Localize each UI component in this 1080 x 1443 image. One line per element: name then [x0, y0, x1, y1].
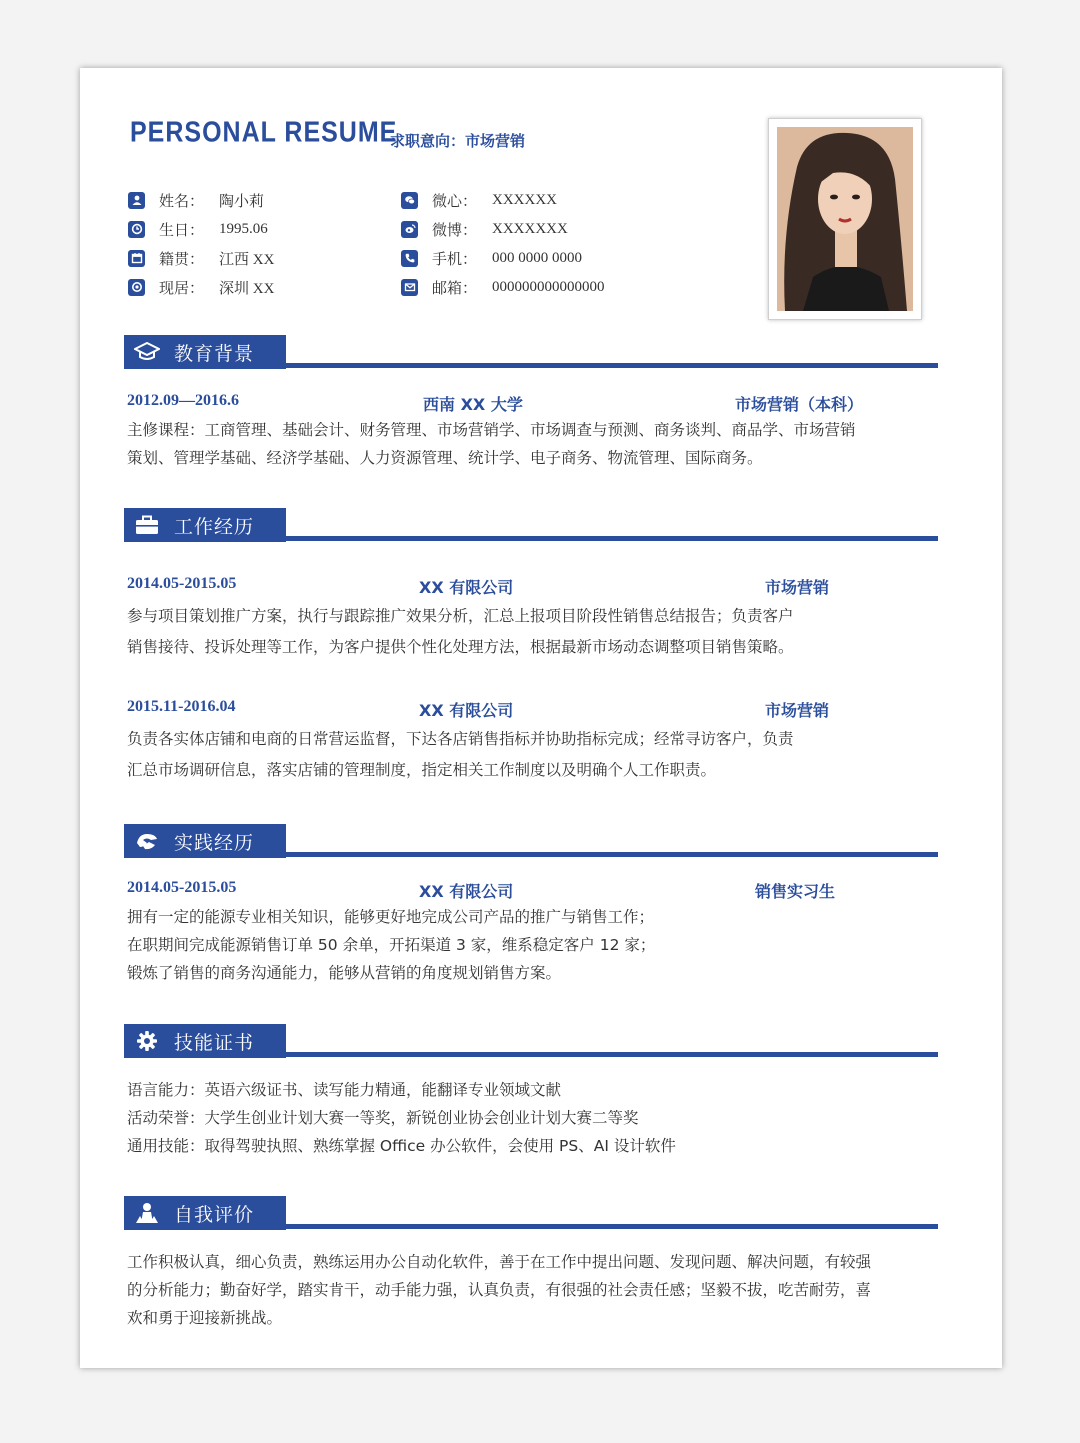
practice-description: 拥有一定的能源专业相关知识，能够更好地完成公司产品的推广与销售工作； 在职期间完成能源销售订单 50 余单，开拓渠道 3 家，维系稳定客户 12 家； 锻炼了销售的商务沟通能力，能够从营销的角度规划销售方案。 — [127, 908, 656, 982]
work-2-date: 2015.11-2016.04 — [127, 698, 236, 715]
info-name: 姓名： 陶小莉 — [128, 188, 264, 212]
education-school: 西南 XX 大学 — [423, 395, 523, 414]
practice-role: 销售实习生 — [755, 882, 836, 901]
wechat-icon — [401, 192, 418, 209]
education-major: 市场营销（本科） — [735, 395, 864, 414]
gear-icon — [134, 1030, 160, 1052]
section-practice-header — [124, 824, 938, 858]
section-title: 技能证书 — [174, 1031, 255, 1054]
education-entry-header — [127, 392, 927, 416]
section-skills-header — [124, 1024, 938, 1058]
info-phone: 手机： 000 0000 0000 — [401, 246, 582, 270]
phone-icon — [401, 250, 418, 267]
info-wechat: 微心： XXXXXX — [401, 188, 557, 212]
info-birthday: 生日： 1995.06 — [128, 217, 268, 241]
work-1-role: 市场营销 — [765, 578, 830, 597]
info-hometown: 籍贯： 江西 XX — [128, 246, 274, 270]
profile-photo-frame — [768, 118, 922, 320]
work-2-role: 市场营销 — [765, 701, 830, 720]
education-date: 2012.09—2016.6 — [127, 392, 239, 409]
user-icon — [128, 192, 145, 209]
section-education-header — [124, 335, 938, 369]
section-self-header — [124, 1196, 938, 1230]
graduation-cap-icon — [134, 341, 160, 363]
handshake-icon — [134, 830, 160, 852]
calendar-icon — [128, 250, 145, 267]
work-entry-2-header — [127, 698, 927, 722]
resume-title: PERSONAL RESUME — [130, 116, 398, 149]
practice-company: XX 有限公司 — [419, 882, 514, 901]
person-icon — [134, 1202, 160, 1224]
work-1-date: 2014.05-2015.05 — [127, 575, 237, 592]
section-title: 教育背景 — [174, 342, 255, 365]
work-1-description: 参与项目策划推广方案，执行与跟踪推广效果分析，汇总上报项目阶段性销售总结报告；负责客户 销售接待、投诉处理等工作，为客户提供个性化处理方法，根据最新市场动态调整项目销售策略。 — [127, 607, 794, 656]
section-title: 自我评价 — [174, 1203, 255, 1226]
info-email: 邮箱： 000000000000000 — [401, 275, 605, 299]
info-residence: 现居： 深圳 XX — [128, 275, 274, 299]
section-title: 实践经历 — [174, 831, 255, 854]
work-2-company: XX 有限公司 — [419, 701, 514, 720]
resume-page — [80, 68, 1002, 1368]
skills-list: 语言能力：英语六级证书、读写能力精通，能翻译专业领域文献 活动荣誉：大学生创业计划大赛一等奖，新锐创业协会创业计划大赛二等奖 通用技能：取得驾驶执照、熟练掌握 Office 办公软件，会使用 PS、AI 设计软件 — [127, 1081, 676, 1155]
education-courses: 主修课程：工商管理、基础会计、财务管理、市场营销学、市场调查与预测、商务谈判、商品学、市场营销 策划、管理学基础、经济学基础、人力资源管理、统计学、电子商务、物流管理、国际商务。 — [127, 421, 856, 467]
mail-icon — [401, 279, 418, 296]
info-weibo: 微博： XXXXXXX — [401, 217, 568, 241]
location-icon — [128, 279, 145, 296]
self-evaluation: 工作积极认真，细心负责，熟练运用办公自动化软件，善于在工作中提出问题、发现问题、解决问题，有较强 的分析能力；勤奋好学，踏实肯干，动手能力强，认真负责，有很强的社会责任感；坚毅不拔，吃苦耐劳，喜 欢和勇于迎接新挑战。 — [127, 1253, 872, 1327]
work-2-description: 负责各实体店铺和电商的日常营运监督，下达各店销售指标并协助指标完成；经常寻访客户，负责 汇总市场调研信息，落实店铺的管理制度，指定相关工作制度以及明确个人工作职责。 — [127, 730, 794, 779]
profile-photo — [777, 127, 913, 311]
practice-entry-header — [127, 879, 927, 903]
section-work-header — [124, 508, 938, 542]
section-title: 工作经历 — [174, 515, 255, 538]
clock-icon — [128, 221, 145, 238]
job-intent: 求职意向：市场营销 — [390, 132, 526, 150]
weibo-icon — [401, 221, 418, 238]
work-1-company: XX 有限公司 — [419, 578, 514, 597]
briefcase-icon — [134, 514, 160, 536]
practice-date: 2014.05-2015.05 — [127, 879, 237, 896]
work-entry-1-header — [127, 575, 927, 599]
